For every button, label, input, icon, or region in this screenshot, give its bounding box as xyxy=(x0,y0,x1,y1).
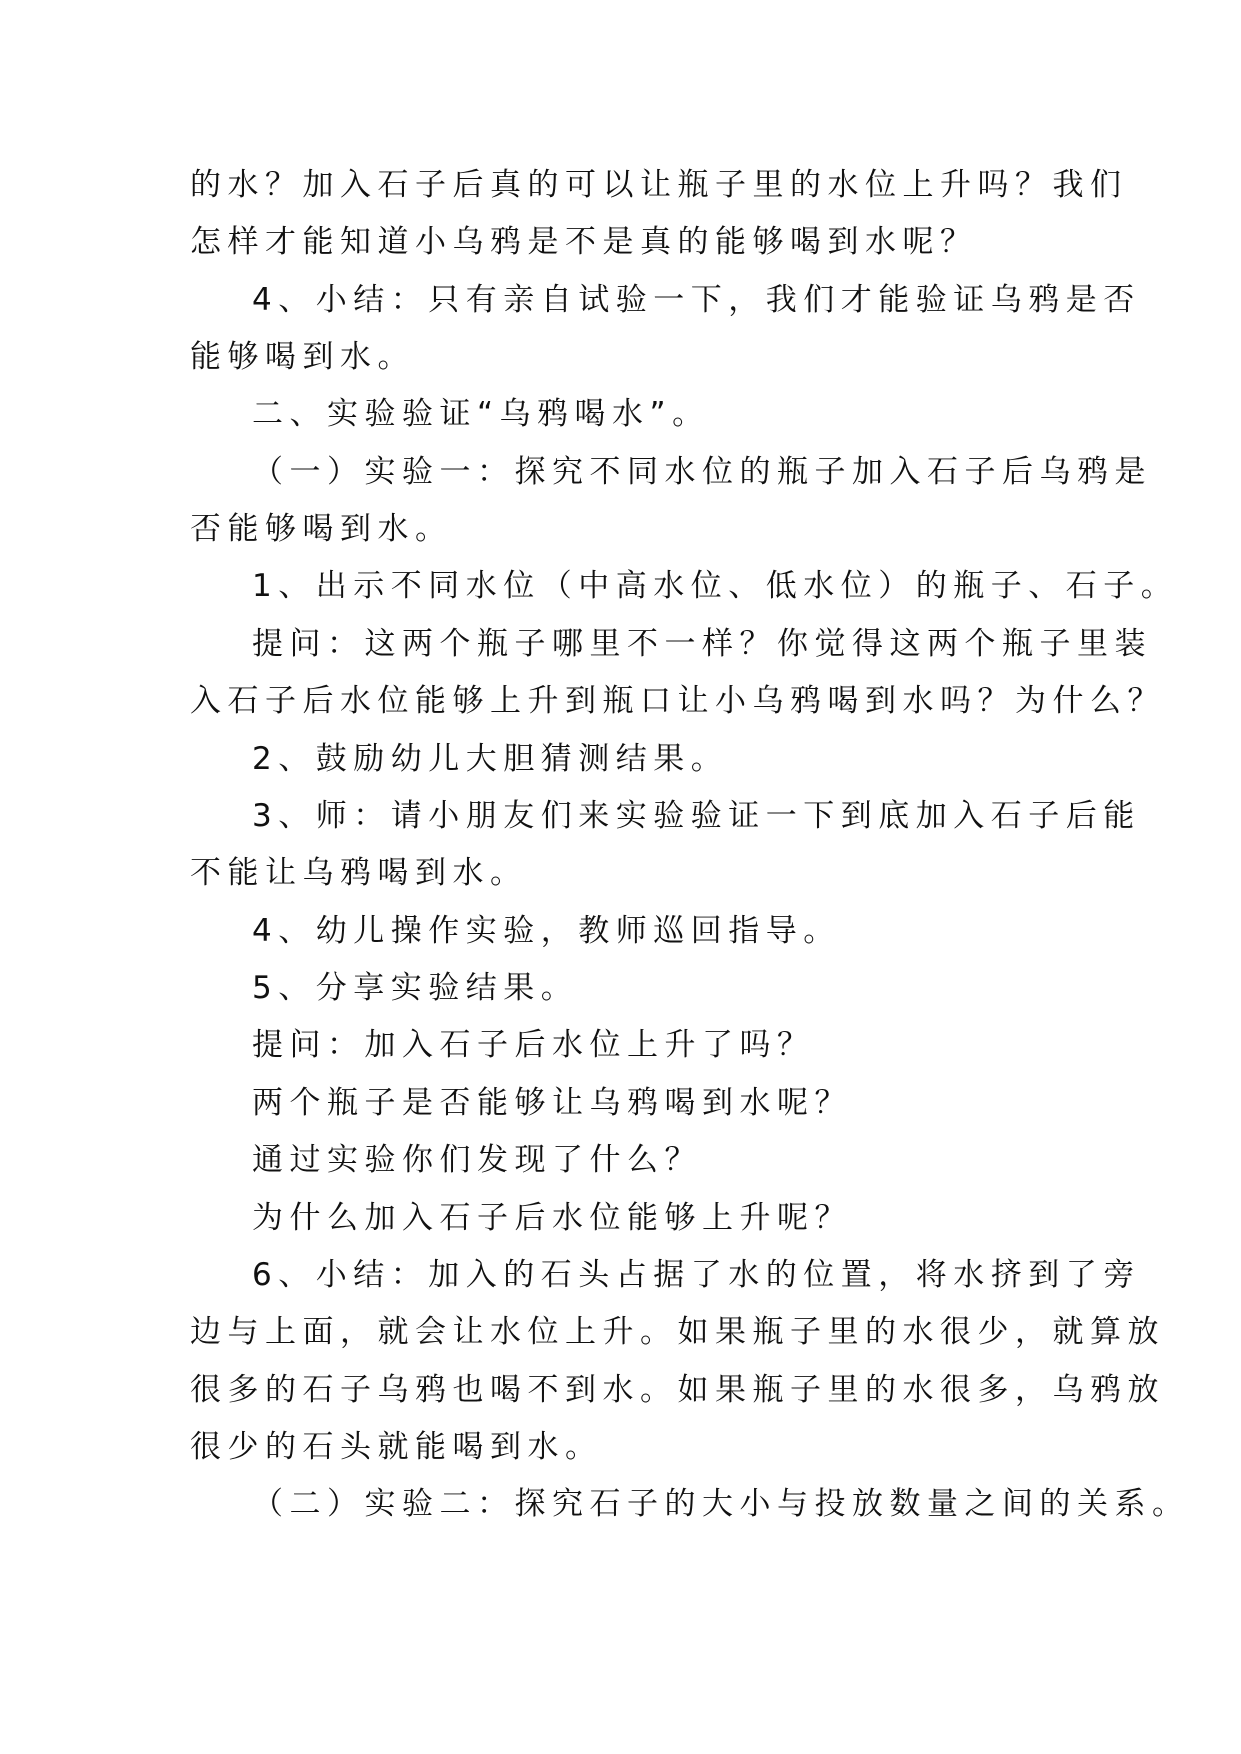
text-line-17: 两个瓶子是否能够让乌鸦喝到水呢？ xyxy=(252,1085,852,1121)
text-line-16: 提问：加入石子后水位上升了吗？ xyxy=(252,1027,815,1063)
text-line-20: 6、小结：加入的石头占据了水的位置，将水挤到了旁 xyxy=(252,1257,1141,1293)
text-line-12: 3、师：请小朋友们来实验验证一下到底加入石子后能 xyxy=(252,798,1141,834)
text-line-13: 不能让乌鸦喝到水。 xyxy=(190,855,528,891)
text-line-3: 4、小结：只有亲自试验一下，我们才能验证乌鸦是否 xyxy=(252,282,1141,318)
subsection-heading-1: （一）实验一：探究不同水位的瓶子加入石子后乌鸦是 xyxy=(252,454,1152,490)
text-line-9: 提问：这两个瓶子哪里不一样？你觉得这两个瓶子里装 xyxy=(252,626,1152,662)
text-line-10: 入石子后水位能够上升到瓶口让小乌鸦喝到水吗？为什么？ xyxy=(190,683,1165,719)
subsection-heading-2: （二）实验二：探究石子的大小与投放数量之间的关系。 xyxy=(252,1486,1190,1522)
text-line-14: 4、幼儿操作实验，教师巡回指导。 xyxy=(252,913,841,949)
text-line-2: 怎样才能知道小乌鸦是不是真的能够喝到水呢？ xyxy=(190,224,978,260)
section-heading-2: 二、实验验证“乌鸦喝水”。 xyxy=(252,396,710,432)
text-line-22: 很多的石子乌鸦也喝不到水。如果瓶子里的水很多，乌鸦放 xyxy=(190,1372,1165,1408)
text-line-1: 的水？加入石子后真的可以让瓶子里的水位上升吗？我们 xyxy=(190,167,1128,203)
text-line-21: 边与上面，就会让水位上升。如果瓶子里的水很少，就算放 xyxy=(190,1314,1165,1350)
text-line-4: 能够喝到水。 xyxy=(190,339,415,375)
text-line-15: 5、分享实验结果。 xyxy=(252,970,579,1006)
text-line-11: 2、鼓励幼儿大胆猜测结果。 xyxy=(252,741,729,777)
text-line-7: 否能够喝到水。 xyxy=(190,511,453,547)
text-line-23: 很少的石头就能喝到水。 xyxy=(190,1429,603,1465)
text-line-8: 1、出示不同水位（中高水位、低水位）的瓶子、石子。 xyxy=(252,568,1179,604)
text-line-18: 通过实验你们发现了什么？ xyxy=(252,1142,702,1178)
text-line-19: 为什么加入石子后水位能够上升呢？ xyxy=(252,1200,852,1236)
